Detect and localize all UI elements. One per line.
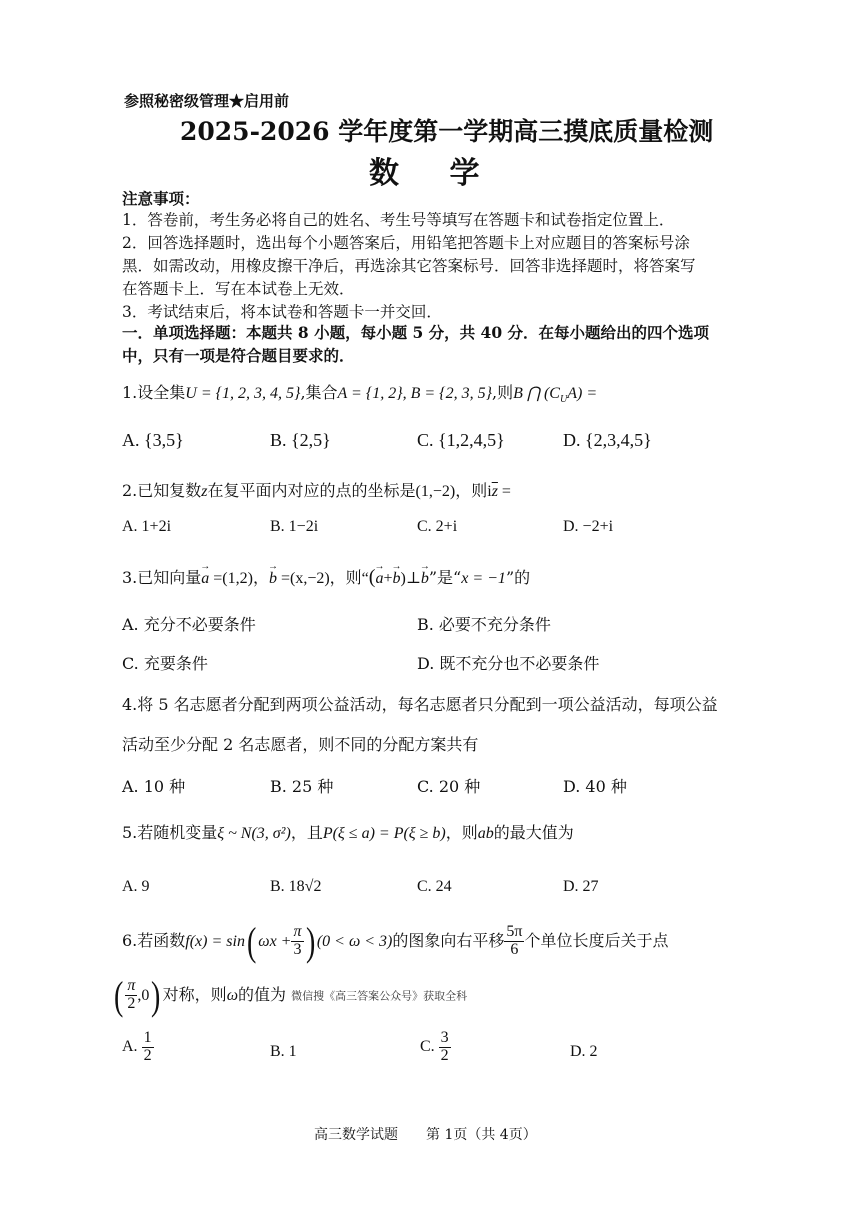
- q6-tail: 对称，则: [162, 985, 227, 1004]
- q5-condition: P(ξ ≤ a) = P(ξ ≥ b): [322, 825, 446, 842]
- q1-expr-end: A) =: [567, 385, 598, 402]
- q2-option-c: C. 2+i: [417, 518, 458, 535]
- section-heading-line-1: 一．单项选择题：本题共 8 小题，每小题 5 分，共 40 分．在每小题给出的四个选项: [122, 323, 710, 342]
- q5-ab: ab: [477, 825, 494, 842]
- q6-option-c-den: 2: [440, 1046, 449, 1064]
- q2-zbar: $\overline{z}$: [491, 483, 498, 500]
- watermark-text: 微信搜《高三答案公众号》获取全科: [291, 989, 468, 1003]
- q2-mid: 在复平面内对应的点的坐标是: [207, 481, 416, 500]
- q3-perp: )⊥: [400, 570, 421, 587]
- q1-then: ,则: [491, 383, 514, 402]
- q2-option-b: B. 1−2i: [270, 518, 319, 535]
- question-5: [122, 820, 574, 843]
- q5-end-1: ，则: [445, 823, 478, 842]
- question-6-line-2: ( $\frac{\pi}{2}$ ,0) 对称，则ω的值为 微信搜《高三答案公众号》获取全科: [113, 973, 468, 1018]
- q2-i: i: [487, 483, 492, 500]
- notice-item-2-line-1: 2．回答选择题时，选出每个小题答案后，用铅笔把答题卡上对应题目的答案标号涂: [122, 234, 690, 252]
- q6-tail-2: 的值为: [237, 985, 286, 1004]
- q3-vector-a: → a: [201, 570, 209, 588]
- page-footer: 高三数学试题 第 1页（共 4页）: [314, 1127, 537, 1143]
- q1-set-a: A = {1, 2}: [337, 385, 403, 402]
- q2-z: z: [201, 483, 208, 500]
- q3-cond-b: → b: [392, 570, 400, 588]
- q3-b-value: =(x,−2)，则“: [276, 570, 369, 587]
- q6-option-c: [420, 1030, 451, 1065]
- q6-option-a-den: 2: [143, 1046, 152, 1064]
- q6-shift-num: 5π: [506, 923, 523, 941]
- q6-option-b: B. 1: [270, 1043, 297, 1060]
- q2-prefix: 2.已知复数: [122, 481, 202, 500]
- notice-item-2-line-3: 在答题卡上．写在本试卷上无效．: [122, 280, 355, 298]
- q3-option-b: B. 必要不充分条件: [417, 615, 551, 634]
- q1-expr: B ⋂ (C: [513, 385, 560, 402]
- q4-option-b: B. 25 种: [270, 777, 334, 796]
- notice-item-1: 1．答卷前，考生务必将自己的姓名、考生号等填写在答题卡和试卷指定位置上．: [122, 211, 675, 229]
- question-4-line-2: 活动至少分配 2 名志愿者，则不同的分配方案共有: [122, 735, 479, 754]
- subject-title: 数 学: [369, 156, 500, 191]
- q6-prefix: 6.若函数: [122, 931, 186, 950]
- q2-eq: =: [497, 483, 511, 500]
- q3-option-d: D. 既不充分也不必要条件: [417, 654, 600, 673]
- q2-option-a: A. 1+2i: [122, 518, 172, 535]
- notice-item-2-line-2: 黑．如需改动，用橡皮擦干净后，再选涂其它答案标号．回答非选择题时，将答案写: [122, 257, 696, 275]
- q1-set-u: U = {1, 2, 3, 4, 5}: [185, 385, 301, 402]
- q3-cond-b2: → b: [421, 570, 429, 588]
- q6-pi-num: π: [293, 923, 302, 941]
- q1-set-b: , B = {2, 3, 5}: [402, 385, 492, 402]
- section-heading-line-2: 中，只有一项是符合题目要求的．: [122, 346, 355, 365]
- q3-option-a: A. 充分不必要条件: [122, 615, 256, 634]
- q4-option-d: D. 40 种: [563, 777, 627, 796]
- q6-shift-den: 6: [510, 941, 519, 958]
- q3-a-value: =(1,2)，: [209, 570, 269, 587]
- q6-point-den: 2: [127, 995, 136, 1012]
- q1-option-a: A. {3,5}: [122, 430, 184, 450]
- question-4-line-1: 4.将 5 名志愿者分配到两项公益活动，每名志愿者只分配到一项公益活动，每项公益: [122, 695, 718, 714]
- exam-title: 2025-2026 学年度第一学期高三摸底质量检测: [180, 117, 714, 146]
- q5-option-b: B. 18√2: [270, 878, 322, 895]
- q6-pi-den: 3: [293, 941, 302, 958]
- q4-option-c: C. 20 种: [417, 777, 481, 796]
- q6-end: 个单位长度后关于点: [524, 931, 669, 950]
- notice-heading: 注意事项：: [122, 189, 200, 208]
- q6-function: f(x) = sin: [185, 933, 245, 950]
- q3-mid: ”是“: [428, 568, 462, 587]
- q3-cond-a: → a: [375, 570, 383, 588]
- q2-point: (1,−2): [415, 483, 456, 500]
- q1-prefix: 1.设全集: [122, 383, 186, 402]
- q1-option-d: D. {2,3,4,5}: [563, 430, 652, 450]
- q3-prefix: 3.已知向量: [122, 568, 202, 587]
- q6-point-num: π: [127, 977, 136, 995]
- q5-option-c: C. 24: [417, 878, 452, 895]
- q5-option-a: A. 9: [122, 878, 150, 895]
- q1-mid: ,集合: [300, 383, 338, 402]
- q5-prefix: 5.若随机变量: [122, 823, 218, 842]
- q1-sub: U: [559, 394, 568, 406]
- q3-option-c: C. 充要条件: [122, 654, 208, 673]
- question-6-line-1: 6.若函数f(x) = sin( ωx + $\frac{\pi}{3}$ ) (0 < ω < 3)的图象向右平移 $\frac{5\pi}{6}$ 个单位长度后关于点: [122, 919, 669, 964]
- q3-end: ”的: [505, 568, 531, 587]
- q3-x-cond: x = −1: [461, 570, 506, 587]
- q6-option-d: D. 2: [570, 1043, 598, 1060]
- q6-arg: ωx +: [258, 933, 292, 950]
- question-3: 3.已知向量→ a =(1,2)，→ b =(x,−2)，则“(→ a+→ b)⊥→ b”是“x = −1”的: [122, 565, 530, 589]
- q6-omega: ω: [226, 987, 238, 1004]
- q6-range: (0 < ω < 3): [316, 933, 393, 950]
- q5-distribution: ξ ~ N(3, σ²): [217, 825, 291, 842]
- notice-item-3: 3．考试结束后，将本试卷和答题卡一并交回．: [122, 303, 442, 321]
- q6-option-c-label: C.: [420, 1037, 435, 1055]
- q5-option-d: D. 27: [563, 878, 599, 895]
- q3-plus: +: [383, 570, 393, 587]
- q6-option-a-num: 1: [143, 1029, 152, 1046]
- q6-option-a: [122, 1030, 154, 1065]
- q1-option-c: C. {1,2,4,5}: [417, 430, 505, 450]
- question-1: [122, 380, 597, 405]
- q3-vector-b: → b: [269, 570, 277, 588]
- q6-option-a-label: A.: [122, 1037, 138, 1055]
- question-2: [122, 478, 511, 501]
- q6-mid: 的图象向右平移: [392, 931, 505, 950]
- q5-mid: ，且: [290, 823, 323, 842]
- secrecy-label: 参照秘密级管理★启用前: [124, 92, 290, 110]
- q2-then: ，则: [455, 481, 488, 500]
- q2-option-d: D. −2+i: [563, 518, 614, 535]
- q4-option-a: A. 10 种: [122, 777, 186, 796]
- q1-option-b: B. {2,5}: [270, 430, 331, 450]
- q6-option-c-num: 3: [440, 1029, 449, 1046]
- q5-end-2: 的最大值为: [493, 823, 574, 842]
- q6-point-rest: ,0: [137, 987, 150, 1004]
